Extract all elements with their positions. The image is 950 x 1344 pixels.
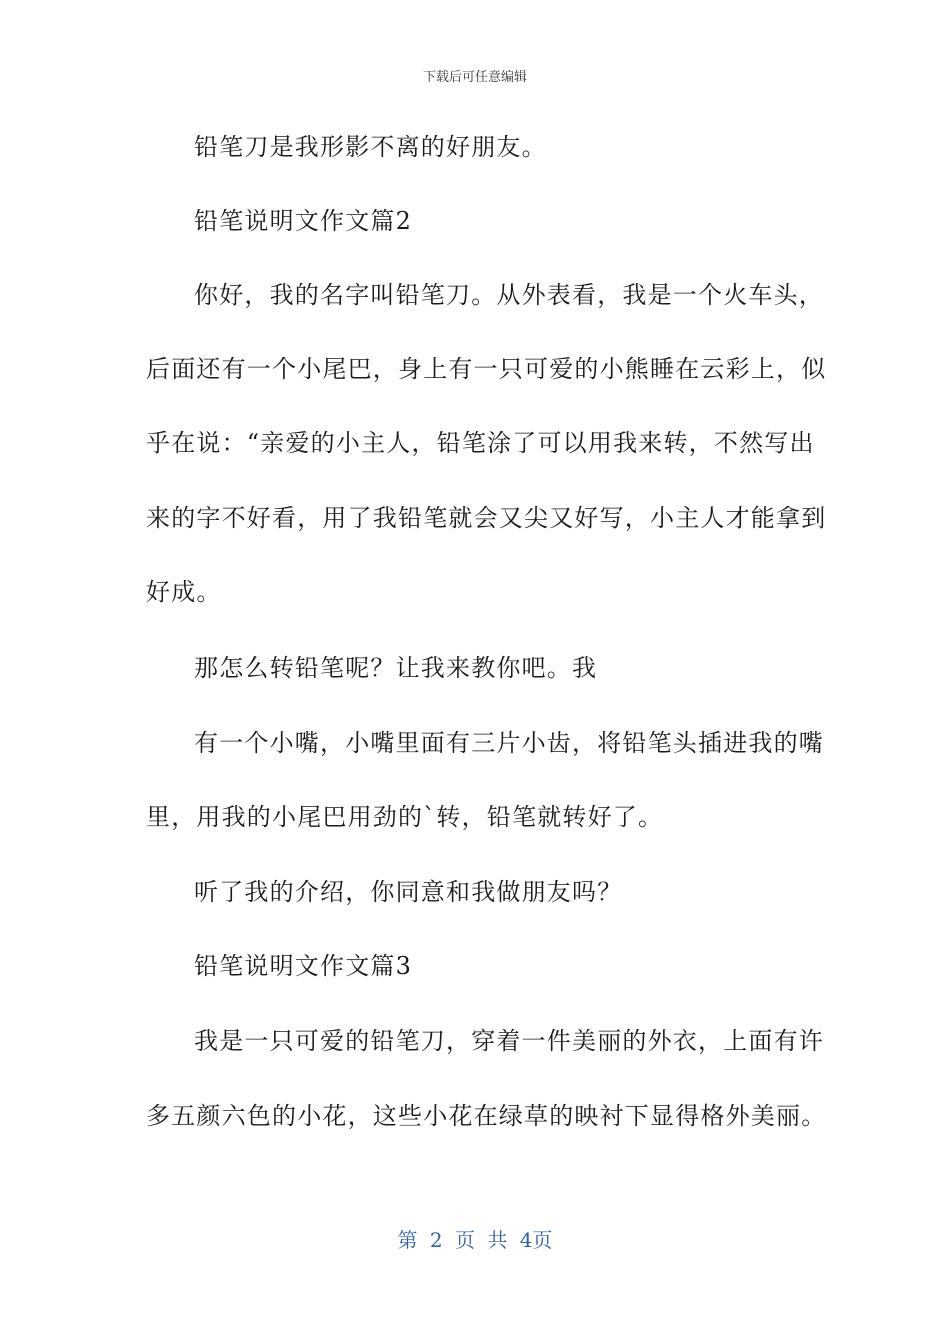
paragraph-line: 好成。: [146, 578, 222, 606]
paragraph-line: 你好，我的名字叫铅笔刀。从外表看，我是一个火车头，: [194, 281, 824, 309]
paragraph-line: 多五颜六色的小花，这些小花在绿草的映衬下显得格外美丽。: [146, 1102, 827, 1130]
paragraph-line: 铅笔刀是我形影不离的好朋友。: [194, 133, 547, 161]
paragraph-line: 后面还有一个小尾巴，身上有一只可爱的小熊睡在云彩上，似: [146, 355, 827, 383]
paragraph-line: 里，用我的小尾巴用劲的`转，铅笔就转好了。: [146, 803, 664, 831]
paragraph-line: 那怎么转铅笔呢？让我来教你吧。我: [194, 654, 598, 682]
paragraph-line: 乎在说：“亲爱的小主人，铅笔涂了可以用我来转，不然写出: [146, 429, 815, 457]
section-heading: 铅笔说明文作文篇3: [194, 952, 413, 980]
section-heading: 铅笔说明文作文篇2: [194, 207, 413, 235]
paragraph-line: 我是一只可爱的铅笔刀，穿着一件美丽的外衣，上面有许: [194, 1027, 824, 1055]
paragraph-line: 听了我的介绍，你同意和我做朋友吗？: [194, 878, 623, 906]
paragraph-line: 来的字不好看，用了我铅笔就会又尖又好写，小主人才能拿到: [146, 504, 827, 532]
paragraph-line: 有一个小嘴，小嘴里面有三片小齿，将铅笔头插进我的嘴: [194, 729, 824, 757]
page-header: 下载后可任意编辑: [422, 70, 527, 85]
page-footer: 第 2 页 共 4页: [397, 1228, 553, 1252]
